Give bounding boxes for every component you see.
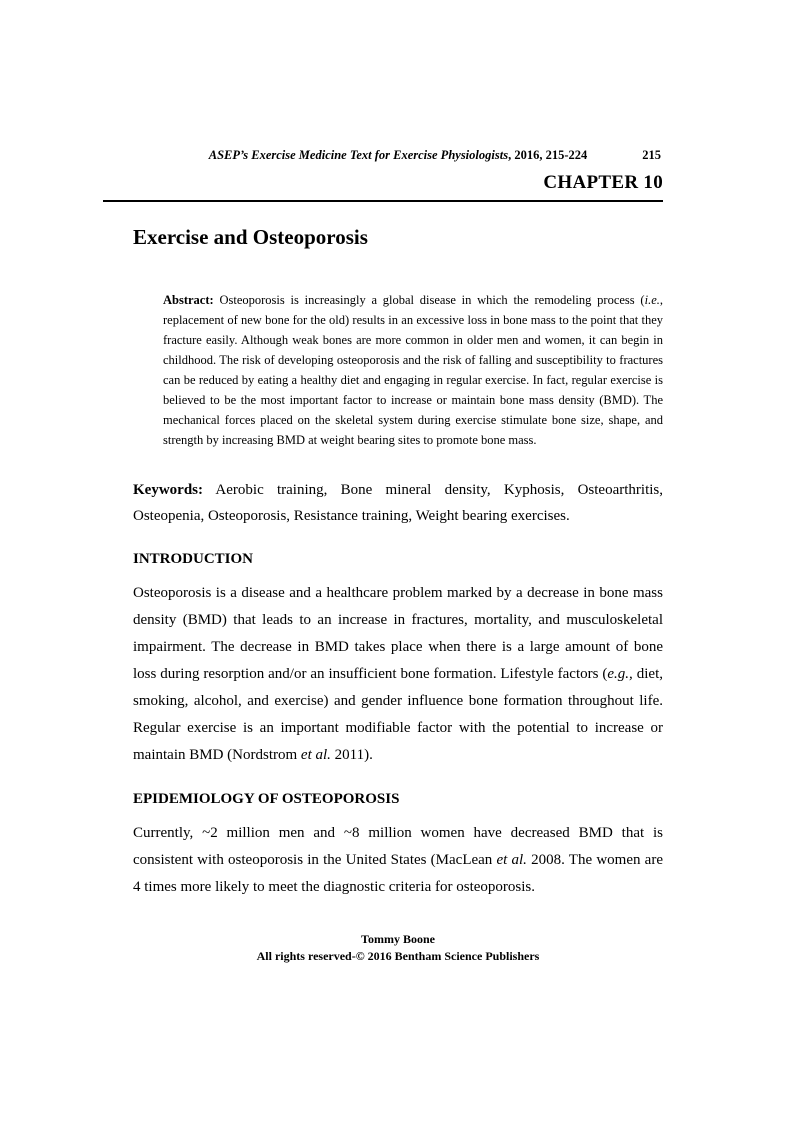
keywords-paragraph (133, 477, 663, 529)
abstract-text-segment-italic: i.e. (644, 293, 660, 307)
footer-author: Tommy Boone (361, 932, 435, 946)
running-head (133, 148, 663, 163)
epidemiology-paragraph (133, 820, 663, 901)
epidemiology-text-segment: 2008. The women are 4 times more likely to meet the diagnostic criteria for osteoporosis. (133, 852, 663, 895)
intro-text-segment: 2011). (330, 747, 373, 763)
page-number: 215 (642, 148, 661, 162)
keywords-label: Keywords: (133, 482, 203, 498)
book-citation-suffix: , 2016, 215-224 (508, 148, 588, 162)
page-footer (133, 931, 663, 965)
section-heading-epidemiology: EPIDEMIOLOGY OF OSTEOPOROSIS (133, 791, 400, 807)
book-citation-title: ASEP’s Exercise Medicine Text for Exercise Physiologists (208, 148, 509, 162)
divider-rule (103, 200, 663, 202)
chapter-label: CHAPTER 10 (543, 172, 663, 193)
intro-text-segment: Osteoporosis is a disease and a healthcare problem marked by a decrease in bone mass density (BMD) that leads to an increase in fractures, mortality, and musculoskeletal impairment. The decrease in BMD takes place when there is a large amount of bone loss during resorption and/or an insufficient bone formation. Lifestyle factors ( (133, 585, 663, 682)
intro-text-segment: diet, smoking, alcohol, and exercise) and gender influence bone formation throughout life. Regular exercise is an important modifiable factor with the potential to increase or maintain BMD (Nordstrom (133, 666, 663, 763)
section-heading-introduction: INTRODUCTION (133, 551, 254, 567)
chapter-title: Exercise and Osteoporosis (133, 225, 368, 249)
epidemiology-text-segment: Currently, ~2 million men and ~8 million women have decreased BMD that is consistent with osteoporosis in the United States (MacLean (133, 825, 663, 868)
epidemiology-text-segment-italic: et al. (496, 852, 527, 868)
introduction-paragraph (133, 580, 663, 769)
footer-copyright: All rights reserved-© 2016 Bentham Science Publishers (256, 949, 540, 963)
intro-text-segment-italic: et al. (300, 747, 331, 763)
abstract-text-segment: Osteoporosis is increasingly a global disease in which the remodeling process ( (219, 293, 645, 307)
intro-text-segment-italic: e.g., (607, 666, 633, 682)
keywords-list: Aerobic training, Bone mineral density, Kyphosis, Osteoarthritis, Osteopenia, Osteoporosis, Resistance training, Weight bearing exercises. (133, 482, 663, 524)
abstract-text-segment: , replacement of new bone for the old) results in an excessive loss in bone mass to the point that they fracture easily. Although weak bones are more common in older men and women, it can begin in childhood. The risk of developing osteoporosis and the risk of falling and susceptibility to fractures can be reduced by eating a healthy diet and engaging in regular exercise. In fact, regular exercise is believed to be the most important factor to increase or maintain bone mass density (BMD). The mechanical forces placed on the skeletal system during exercise stimulate bone size, shape, and strength by increasing BMD at weight bearing sites to promote bone mass. (163, 293, 663, 447)
abstract-paragraph (163, 290, 663, 450)
abstract-label: Abstract: (163, 293, 220, 307)
